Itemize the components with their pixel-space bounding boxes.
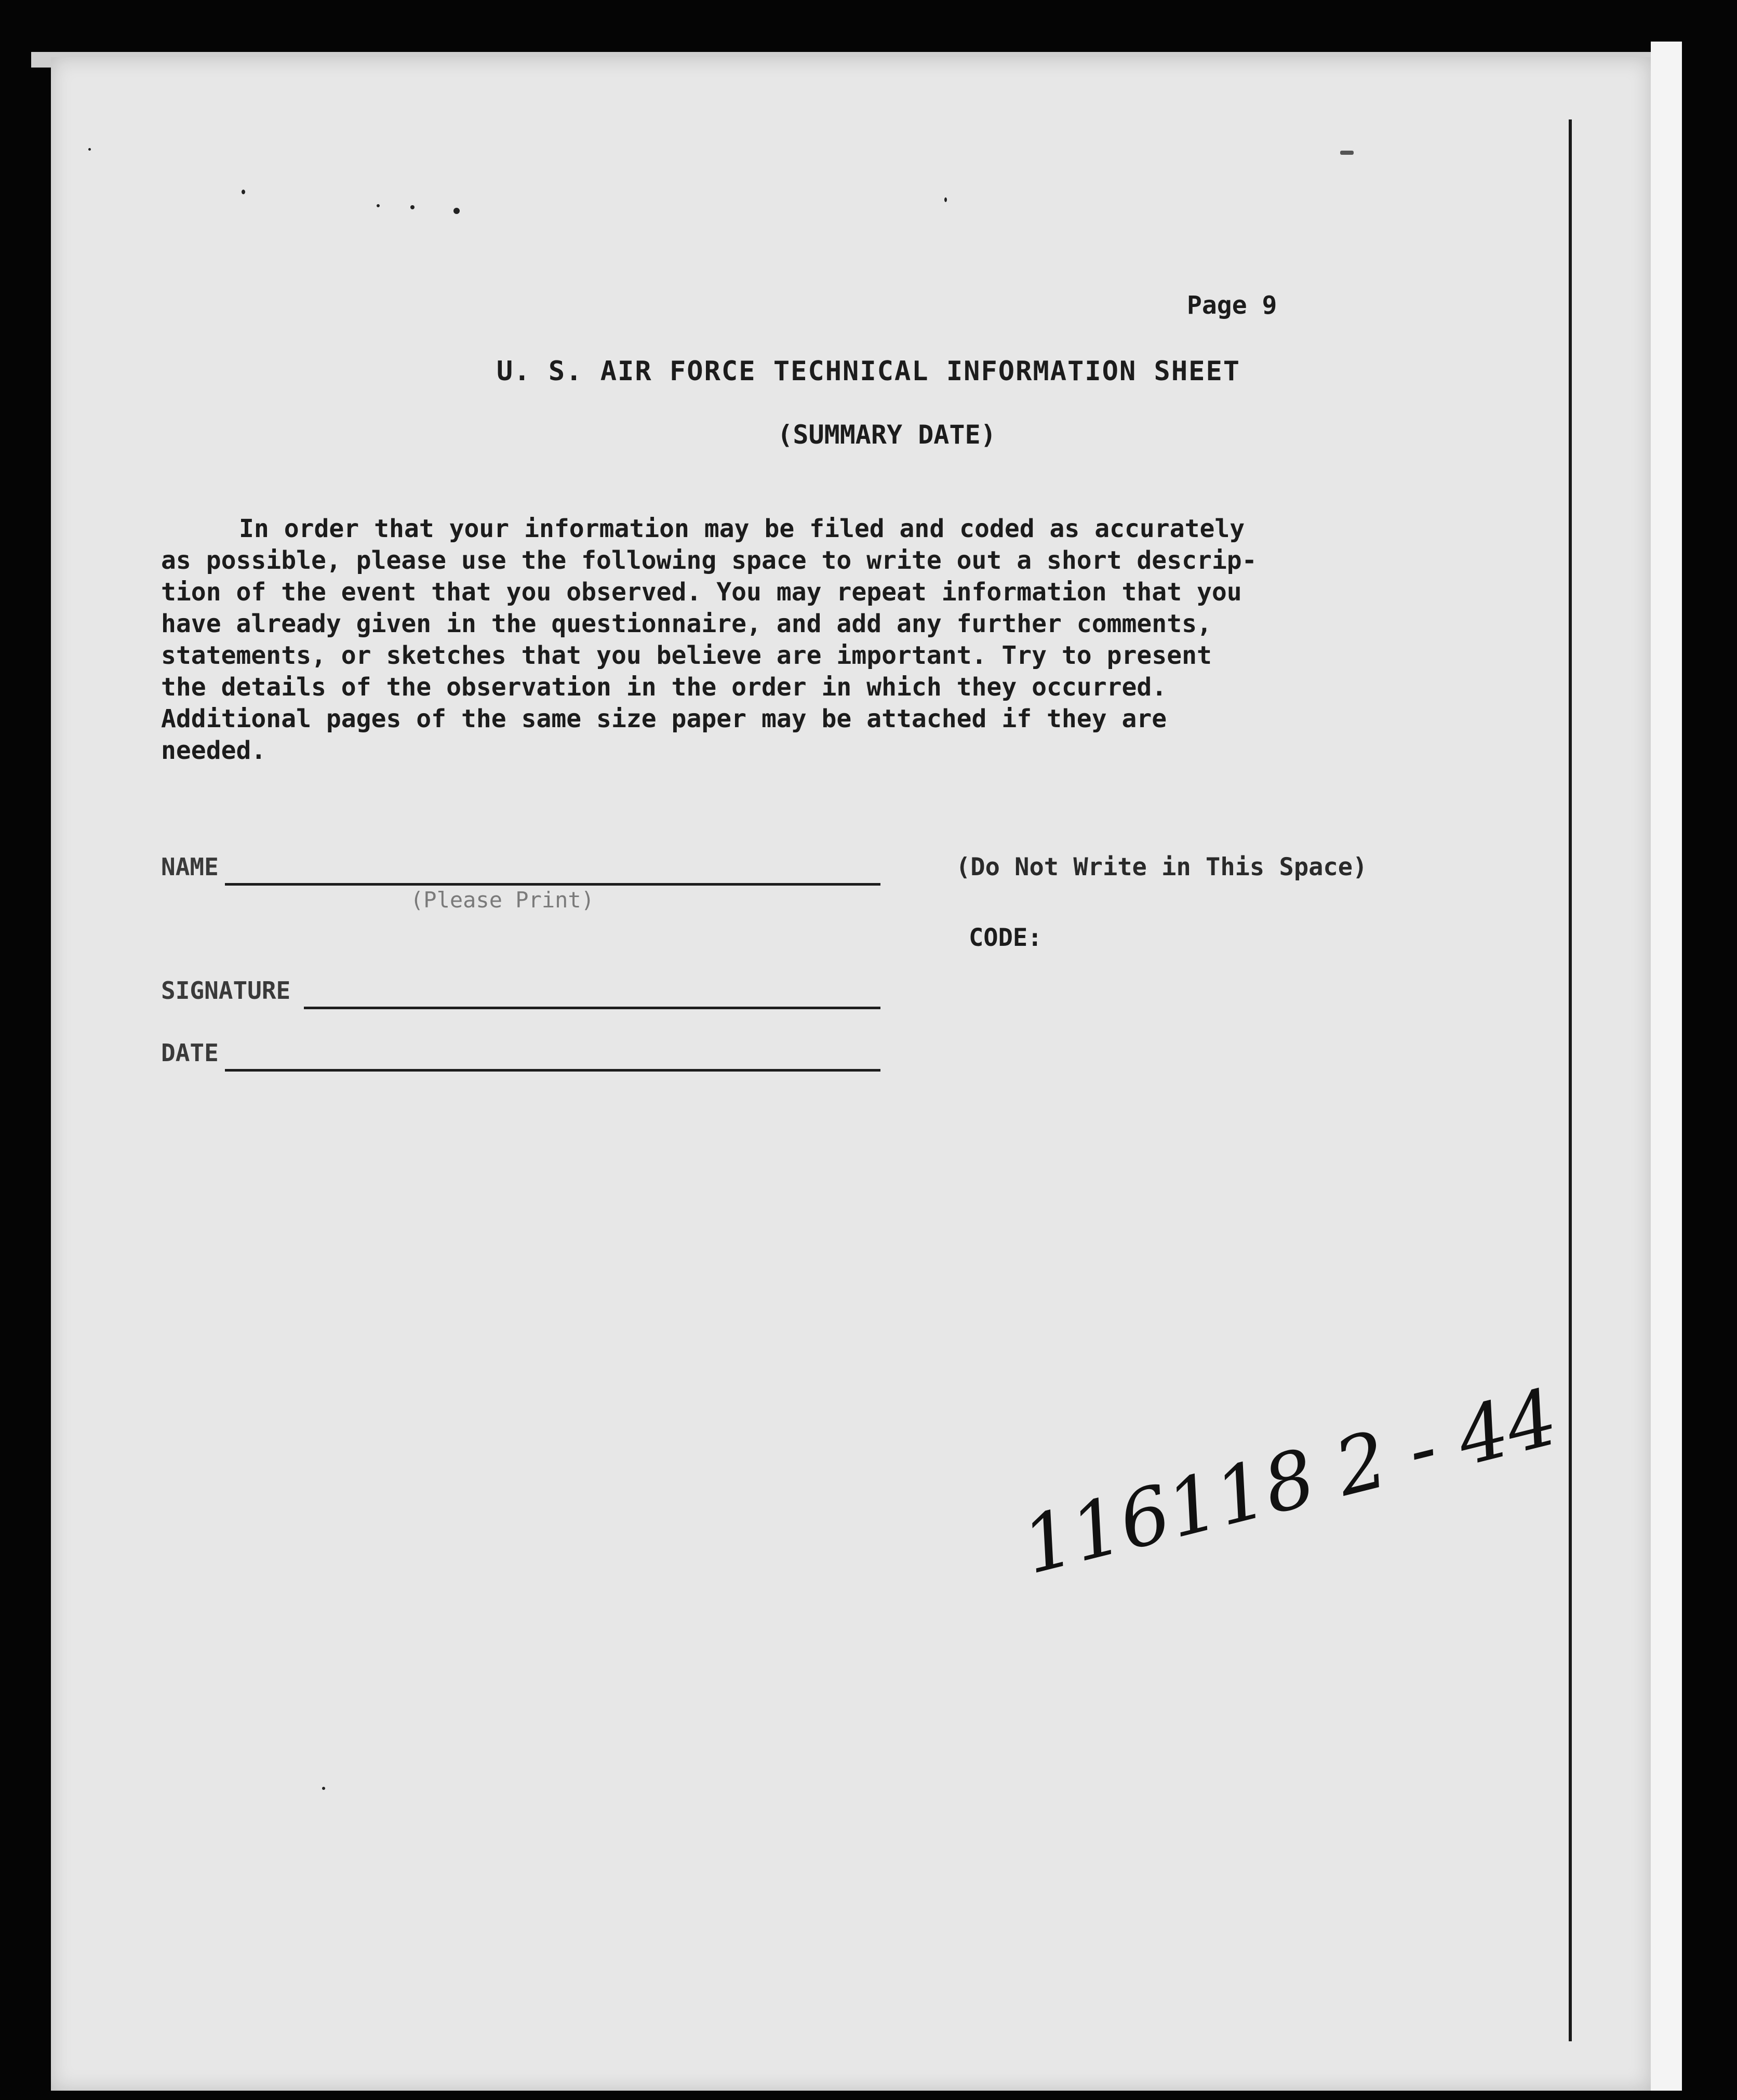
instructions-line: needed.: [161, 736, 266, 765]
page-number: Page 9: [1187, 291, 1277, 320]
code-label: CODE:: [969, 924, 1043, 952]
instructions-line: In order that your information may be filed and coded as accurately: [239, 514, 1245, 543]
date-label: DATE: [161, 1039, 219, 1067]
handwritten-number-text: 116118 2 - 44: [1013, 1372, 1567, 1592]
instructions-line: have already given in the questionnaire, and add any further comments,: [161, 609, 1212, 638]
name-hint: (Please Print): [410, 887, 595, 913]
instructions-line: statements, or sketches that you believe are important. Try to present: [161, 641, 1212, 670]
document-subtitle: (SUMMARY DATE): [777, 420, 996, 450]
name-label: NAME: [161, 853, 219, 881]
signature-label: SIGNATURE: [161, 977, 291, 1005]
instructions-line: as possible, please use the following space to write out a short descrip-: [161, 546, 1257, 575]
instructions-line: Additional pages of the same size paper may be attached if they are: [161, 704, 1167, 733]
office-use-note: (Do Not Write in This Space): [956, 853, 1368, 881]
instructions-line: tion of the event that you observed. You may repeat information that you: [161, 578, 1242, 607]
document-title: U. S. AIR FORCE TECHNICAL INFORMATION SHEET: [496, 356, 1241, 387]
instructions-line: the details of the observation in the order in which they occurred.: [161, 673, 1167, 702]
